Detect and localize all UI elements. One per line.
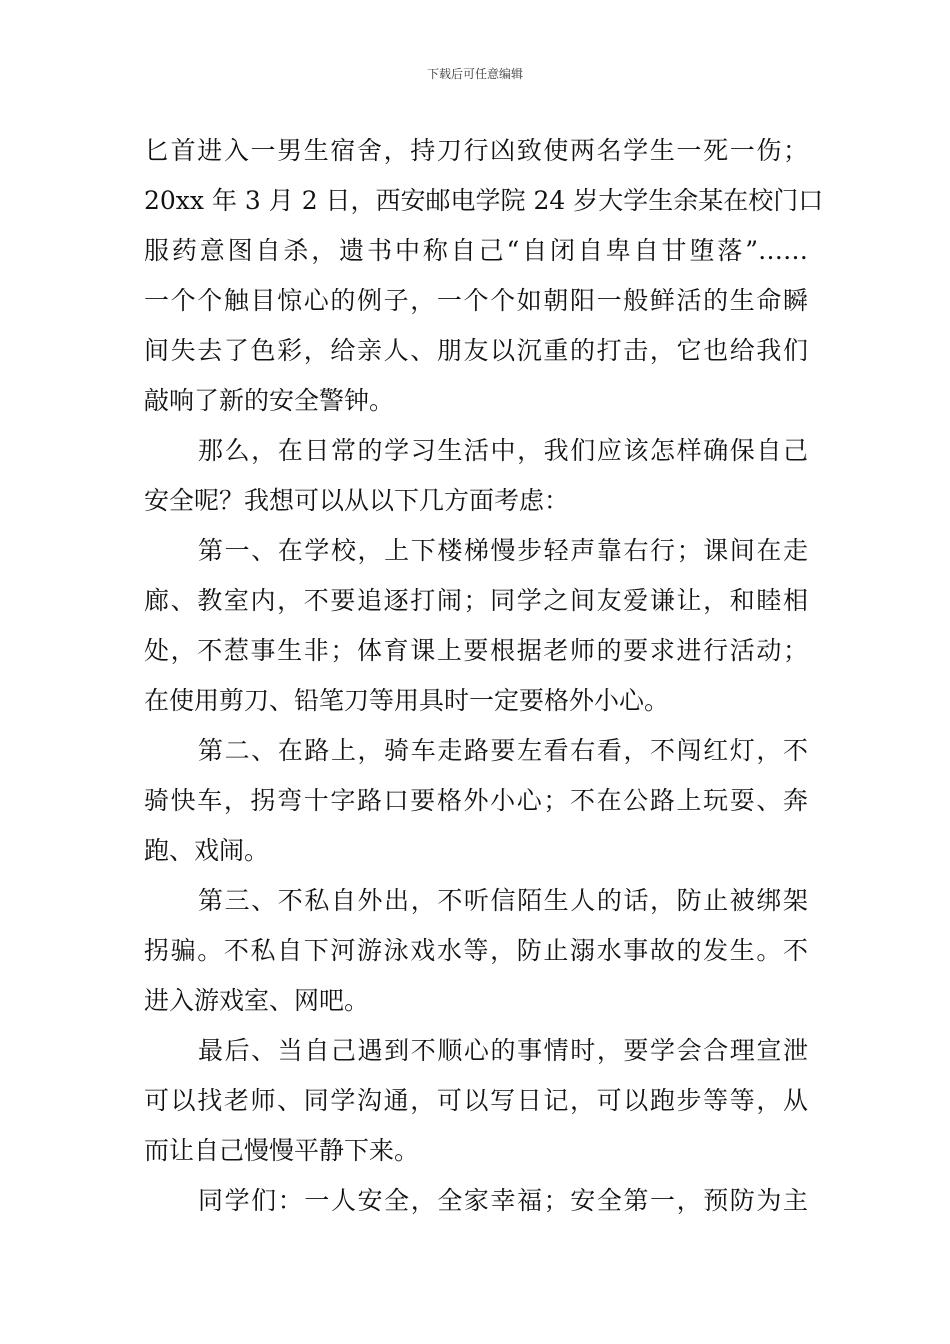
text-line: 可以找老师、同学沟通，可以写日记，可以跑步等等，从 — [144, 1086, 808, 1115]
text-line: 匕首进入一男生宿舍，持刀行凶致使两名学生一死一伤； — [144, 136, 808, 165]
text-line: 跑、戏闹。 — [144, 836, 270, 865]
text-line: 而让自己慢慢平静下来。 — [144, 1136, 420, 1165]
text-line: 第三、不私自外出，不听信陌生人的话，防止被绑架 — [198, 886, 808, 915]
text-line: 敲响了新的安全警钟。 — [144, 386, 395, 415]
paragraph — [144, 126, 824, 426]
paragraph — [144, 876, 808, 1026]
text-line: 廊、教室内，不要追逐打闹；同学之间友爱谦让，和睦相 — [144, 586, 808, 615]
text-line: 进入游戏室、网吧。 — [144, 986, 370, 1015]
paragraph — [144, 726, 808, 876]
text-line: 20xx 年 3 月 2 日，西安邮电学院 24 岁大学生余某在校门口 — [144, 186, 824, 215]
paragraph — [144, 526, 808, 726]
paragraph — [144, 426, 808, 526]
text-line: 在使用剪刀、铅笔刀等用具时一定要格外小心。 — [144, 686, 670, 715]
text-line: 同学们：一人安全，全家幸福；安全第一，预防为主 — [198, 1186, 808, 1215]
text-line: 处，不惹事生非；体育课上要根据老师的要求进行活动； — [144, 636, 808, 665]
text-line: 一个个触目惊心的例子，一个个如朝阳一般鲜活的生命瞬 — [144, 286, 808, 315]
text-line: 间失去了色彩，给亲人、朋友以沉重的打击，它也给我们 — [144, 336, 808, 365]
paragraph — [144, 1026, 808, 1176]
page-header: 下载后可任意编辑 — [426, 67, 523, 81]
text-line: 骑快车，拐弯十字路口要格外小心；不在公路上玩耍、奔 — [144, 786, 808, 815]
text-line: 安全呢？我想可以从以下几方面考虑： — [144, 486, 570, 515]
text-line: 那么，在日常的学习生活中，我们应该怎样确保自己 — [198, 436, 808, 465]
text-line: 第一、在学校，上下楼梯慢步轻声靠右行；课间在走 — [198, 536, 808, 565]
document-body — [144, 126, 824, 1226]
text-line: 最后、当自己遇到不顺心的事情时，要学会合理宣泄 — [198, 1036, 808, 1065]
text-line: 第二、在路上，骑车走路要左看右看，不闯红灯，不 — [198, 736, 808, 765]
paragraph — [144, 1176, 808, 1226]
text-line: 服药意图自杀，遗书中称自己“自闭自卑自甘堕落”…… — [144, 236, 808, 265]
text-line: 拐骗。不私自下河游泳戏水等，防止溺水事故的发生。不 — [144, 936, 808, 965]
